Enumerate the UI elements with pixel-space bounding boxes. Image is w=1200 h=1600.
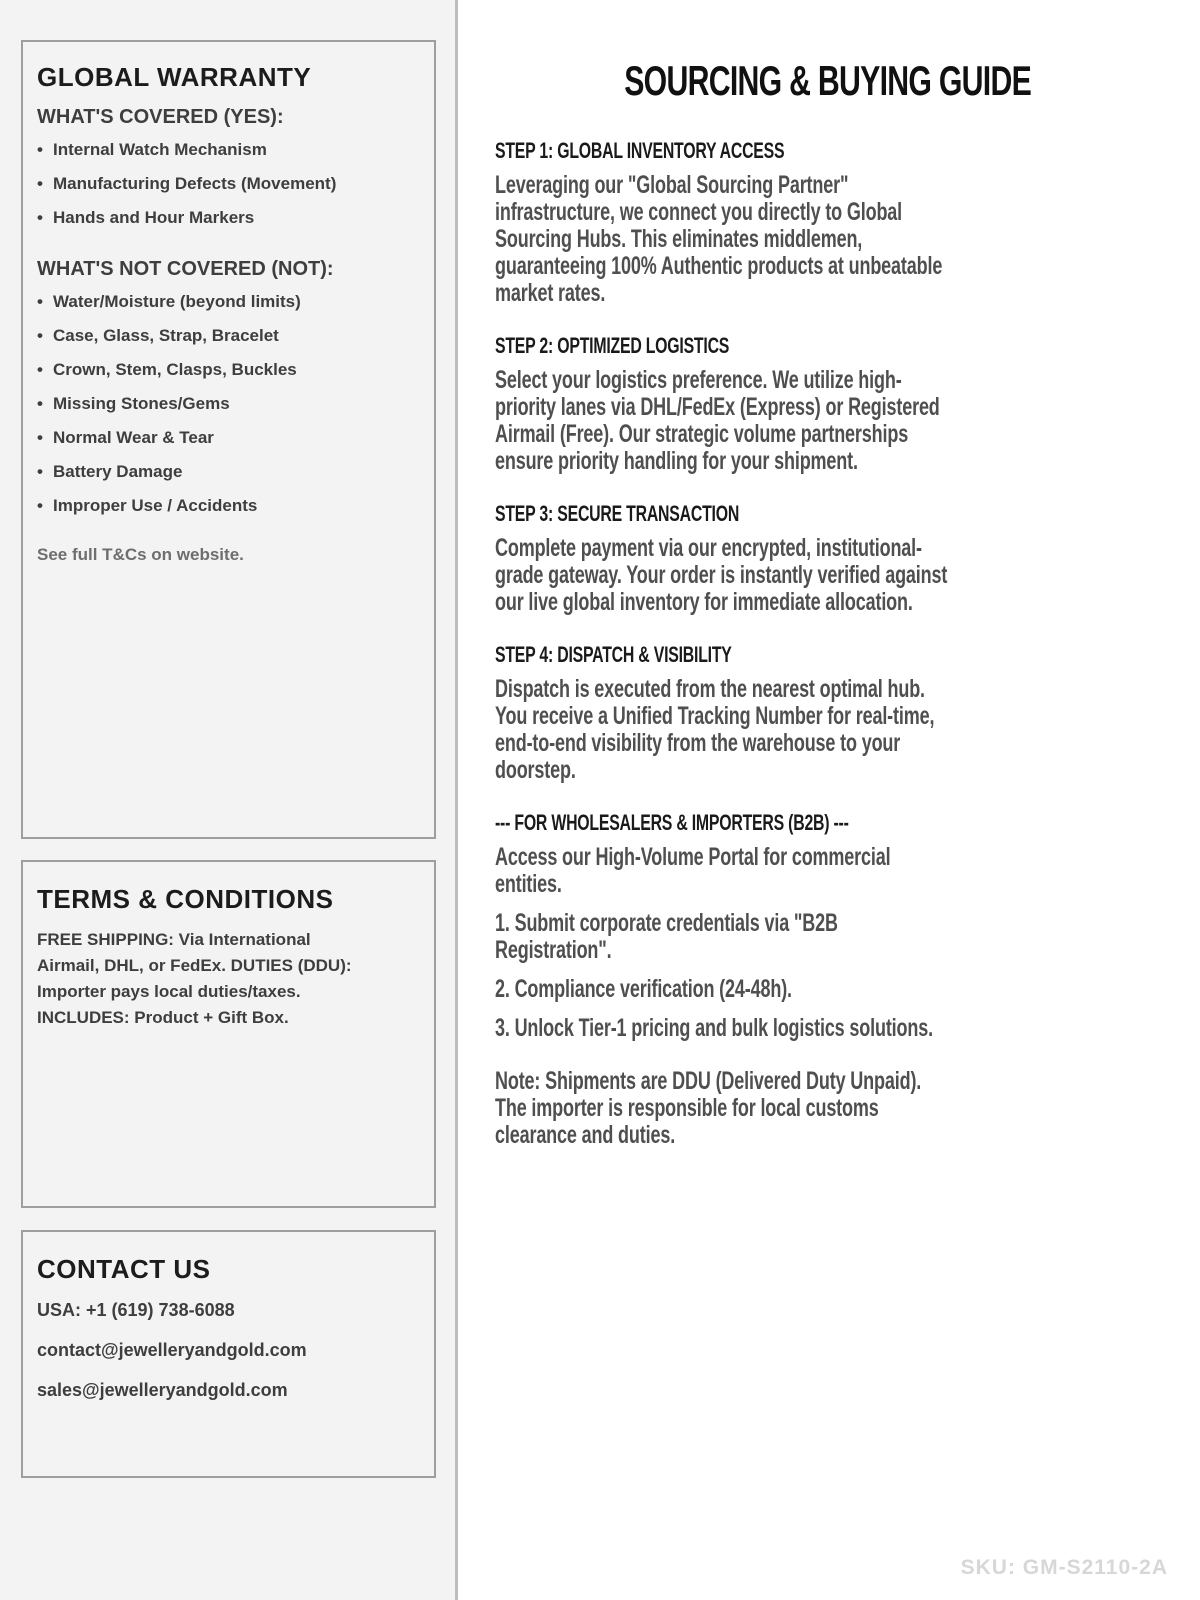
step-1-heading: STEP 1: GLOBAL INVENTORY ACCESS — [495, 138, 785, 163]
global-warranty-box — [21, 40, 436, 839]
step-3-body: Complete payment via our encrypted, institutional-grade gateway. Your order is instantly verified against our live global inventory for immediate allocation. — [495, 534, 948, 616]
list-item: • Internal Watch Mechanism — [37, 139, 418, 161]
step-4-body: Dispatch is executed from the nearest optimal hub. You receive a Unified Tracking Number for real-time, end-to-end visibility from the warehouse to your doorstep. — [495, 675, 935, 784]
contact-phone: USA: +1 (619) 738-6088 — [37, 1300, 235, 1320]
list-item: • Improper Use / Accidents — [37, 495, 418, 517]
sku-label: SKU: GM-S2110-2A — [960, 1556, 1168, 1579]
sales-email: sales@jewelleryandgold.com — [37, 1380, 288, 1400]
covered-list — [37, 139, 418, 229]
step-1-body: Leveraging our "Global Sourcing Partner" infrastructure, we connect you directly to Global Sourcing Hubs. This eliminates middlemen, guaranteeing 100% Authentic products at unbeatable market rates. — [495, 171, 943, 307]
list-item: • Missing Stones/Gems — [37, 393, 418, 415]
contact-title: CONTACT US — [37, 1254, 211, 1284]
b2b-item-1: 1. Submit corporate credentials via "B2B Registration". — [495, 909, 838, 964]
b2b-item-2: 2. Compliance verification (24-48h). — [495, 975, 792, 1003]
b2b-note: Note: Shipments are DDU (Delivered Duty Unpaid). The importer is responsible for local customs clearance and duties. — [495, 1067, 922, 1149]
terms-conditions-box — [21, 860, 436, 1208]
terms-title: TERMS & CONDITIONS — [37, 884, 334, 914]
step-2-section — [495, 333, 1160, 475]
step-2-heading: STEP 2: OPTIMIZED LOGISTICS — [495, 333, 730, 358]
covered-heading: WHAT'S COVERED (YES): — [37, 106, 284, 128]
terms-body: FREE SHIPPING: Via International Airmail, DHL, or FedEx. DUTIES (DDU): Importer pays local duties/taxes. INCLUDES: Product + Gift Box. — [37, 930, 352, 1027]
list-item: • Normal Wear & Tear — [37, 427, 418, 449]
step-4-heading: STEP 4: DISPATCH & VISIBILITY — [495, 642, 732, 667]
contact-email: contact@jewelleryandgold.com — [37, 1340, 307, 1360]
list-item: • Battery Damage — [37, 461, 418, 483]
list-item: • Water/Moisture (beyond limits) — [37, 291, 418, 313]
list-item: • Crown, Stem, Clasps, Buckles — [37, 359, 418, 381]
main-content — [495, 40, 1160, 1149]
not-covered-heading: WHAT'S NOT COVERED (NOT): — [37, 258, 334, 280]
not-covered-list — [37, 291, 418, 517]
step-2-body: Select your logistics preference. We utilize high-priority lanes via DHL/FedEx (Express) or Registered Airmail (Free). Our strategic volume partnerships ensure priority handling for your shipment. — [495, 366, 940, 475]
step-1-section — [495, 138, 1160, 307]
step-4-section — [495, 642, 1160, 784]
b2b-heading: --- FOR WHOLESALERS & IMPORTERS (B2B) --- — [495, 810, 849, 835]
list-item: • Case, Glass, Strap, Bracelet — [37, 325, 418, 347]
b2b-item-3: 3. Unlock Tier-1 pricing and bulk logistics solutions. — [495, 1014, 933, 1042]
sidebar — [0, 0, 458, 1600]
list-item: • Hands and Hour Markers — [37, 207, 418, 229]
contact-box — [21, 1230, 436, 1478]
b2b-intro: Access our High-Volume Portal for commercial entities. — [495, 843, 891, 898]
step-3-section — [495, 501, 1160, 616]
b2b-section — [495, 810, 1160, 1149]
step-3-heading: STEP 3: SECURE TRANSACTION — [495, 501, 740, 526]
list-item: • Manufacturing Defects (Movement) — [37, 173, 418, 195]
warranty-title: GLOBAL WARRANTY — [37, 62, 312, 92]
warranty-footnote: See full T&Cs on website. — [37, 545, 244, 564]
page-title: SOURCING & BUYING GUIDE — [624, 57, 1032, 104]
